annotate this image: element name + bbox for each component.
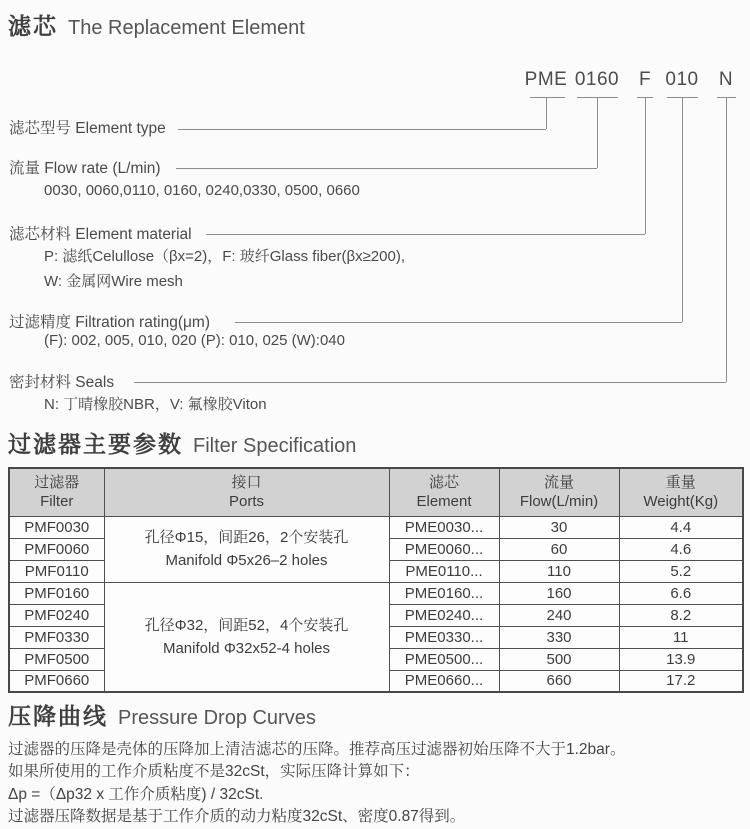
col-header-flow	[499, 468, 619, 516]
label-flow-rate: 流量 Flow rate (L/min)	[9, 160, 161, 177]
cell-filter: PMF0060	[9, 538, 104, 560]
cell-filter: PMF0160	[9, 582, 104, 604]
cell-flow: 240	[499, 604, 619, 626]
cell-filter: PMF0240	[9, 604, 104, 626]
code-underline	[530, 97, 565, 98]
cell-element: PME0160...	[389, 582, 499, 604]
cell-weight: 6.6	[619, 582, 743, 604]
detail-seal-options: N: 丁晴橡胶NBR，V: 氟橡胶Viton	[44, 396, 267, 413]
label-filtration-rating: 过滤精度 Filtration rating(μm)	[9, 314, 210, 331]
cell-element: PME0240...	[389, 604, 499, 626]
pressure-title-cn: 压降曲线	[8, 703, 108, 729]
spec-title-cn: 过滤器主要参数	[8, 431, 183, 457]
table-row	[9, 516, 743, 538]
col-header-ports-en: Ports	[228, 493, 264, 511]
ports-group1-en: Manifold Φ5x26–2 holes	[165, 552, 328, 569]
leader-line-horizontal	[178, 129, 546, 130]
code-segment-flow: 0160	[574, 69, 620, 90]
table-header-row	[9, 468, 743, 516]
page-title	[8, 8, 305, 41]
col-header-element-en: Element	[416, 493, 472, 511]
pressure-title-en: Pressure Drop Curves	[118, 707, 316, 729]
code-segment-material: F	[638, 69, 652, 90]
cell-weight: 17.2	[619, 670, 743, 692]
col-header-ports-cn: 接口	[231, 474, 262, 492]
cell-element: PME0060...	[389, 538, 499, 560]
page-title-en: The Replacement Element	[68, 17, 305, 39]
leader-line-horizontal	[206, 234, 645, 235]
cell-weight: 13.9	[619, 648, 743, 670]
col-header-weight-cn: 重量	[665, 474, 696, 492]
code-segment-seal: N	[718, 69, 734, 90]
leader-line-vertical	[682, 98, 683, 322]
ports-group1-cn: 孔径Φ15，间距26，2个安装孔	[144, 528, 349, 546]
cell-ports-group1	[104, 516, 389, 582]
code-segment-series: PME	[524, 69, 568, 90]
pressure-line: 过滤器压降数据是基于工作介质的动力粘度32cSt、密度0.87得到。	[8, 808, 466, 826]
pressure-section-title	[8, 698, 316, 731]
detail-material-pf: P: 滤纸Celullose（βx=2)，F: 玻纤Glass fiber(βx≥200),	[44, 248, 405, 265]
col-header-flow-en: Flow(L/min)	[519, 493, 599, 511]
detail-flow-options: 0030, 0060,0110, 0160, 0240,0330, 0500, 0660	[44, 182, 360, 199]
cell-weight: 5.2	[619, 560, 743, 582]
col-header-element	[389, 468, 499, 516]
cell-flow: 110	[499, 560, 619, 582]
cell-flow: 60	[499, 538, 619, 560]
pressure-line: 如果所使用的工作介质粘度不是32cSt，实际压降计算如下：	[8, 763, 420, 781]
cell-flow: 30	[499, 516, 619, 538]
cell-flow: 330	[499, 626, 619, 648]
col-header-ports	[104, 468, 389, 516]
table-row	[9, 582, 743, 604]
leader-line-horizontal	[235, 322, 682, 323]
col-header-weight	[619, 468, 743, 516]
pressure-line: 过滤器的压降是壳体的压降加上清洁滤芯的压降。推荐高压过滤器初始压降不大于1.2bar。	[8, 741, 626, 758]
code-segment-rating: 010	[665, 69, 699, 90]
cell-flow: 660	[499, 670, 619, 692]
col-header-element-cn: 滤芯	[428, 474, 459, 492]
leader-line-vertical	[726, 98, 727, 382]
leader-line-vertical	[645, 98, 646, 234]
ports-group2-en: Manifold Φ32x52-4 holes	[162, 639, 331, 657]
col-header-flow-cn: 流量	[543, 474, 574, 492]
cell-filter: PMF0330	[9, 626, 104, 648]
cell-ports-group2	[104, 582, 389, 692]
cell-weight: 11	[619, 626, 743, 648]
detail-rating-options: (F): 002, 005, 010, 020 (P): 010, 025 (W):040	[44, 332, 345, 349]
ports-group2-cn: 孔径Φ32，间距52，4个安装孔	[144, 616, 349, 634]
detail-material-w: W: 金属网Wire mesh	[44, 273, 183, 290]
pressure-paragraph	[8, 739, 625, 829]
spec-title-en: Filter Specification	[193, 435, 357, 457]
col-header-filter	[9, 468, 104, 516]
cell-filter: PMF0660	[9, 670, 104, 692]
leader-line-vertical	[546, 98, 547, 129]
col-header-filter-cn: 过滤器	[34, 474, 80, 492]
leader-line-horizontal	[134, 382, 726, 383]
cell-element: PME0030...	[389, 516, 499, 538]
cell-weight: 4.4	[619, 516, 743, 538]
spec-section-title	[8, 426, 356, 459]
cell-element: PME0500...	[389, 648, 499, 670]
cell-element: PME0330...	[389, 626, 499, 648]
col-header-weight-en: Weight(Kg)	[643, 493, 719, 511]
cell-filter: PMF0110	[9, 560, 104, 582]
cell-weight: 4.6	[619, 538, 743, 560]
col-header-filter-en: Filter	[40, 493, 74, 511]
cell-element: PME0110...	[389, 560, 499, 582]
spec-table	[8, 467, 742, 693]
cell-flow: 160	[499, 582, 619, 604]
label-element-material: 滤芯材料 Element material	[9, 226, 192, 243]
page-title-cn: 滤芯	[8, 13, 58, 39]
cell-filter: PMF0030	[9, 516, 104, 538]
label-seals: 密封材料 Seals	[9, 374, 115, 391]
leader-line-vertical	[597, 98, 598, 168]
cell-element: PME0660...	[389, 670, 499, 692]
cell-flow: 500	[499, 648, 619, 670]
pressure-line: Δp =（Δp32 x 工作介质粘度) / 32cSt.	[8, 785, 264, 803]
label-element-type: 滤芯型号 Element type	[9, 120, 166, 137]
leader-line-horizontal	[176, 168, 597, 169]
cell-weight: 8.2	[619, 604, 743, 626]
cell-filter: PMF0500	[9, 648, 104, 670]
